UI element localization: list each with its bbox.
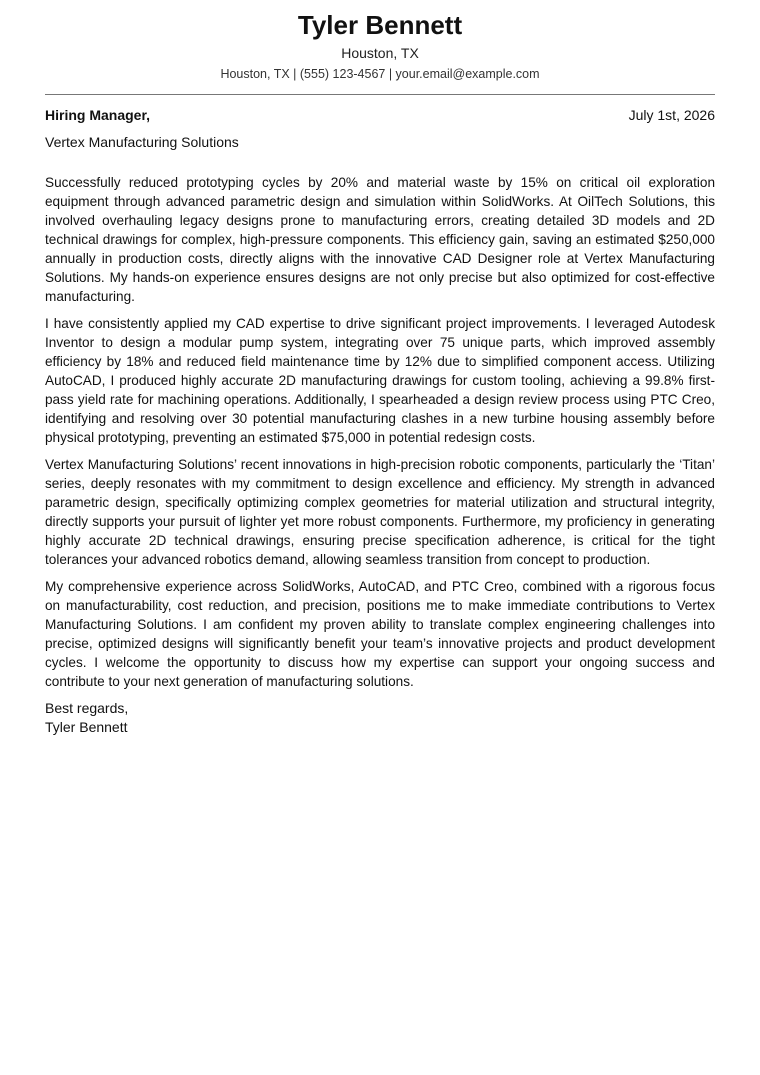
recipient: Hiring Manager, [45, 107, 151, 123]
letter-body [45, 173, 715, 691]
paragraph-1: Successfully reduced prototyping cycles by 20% and material waste by 15% on critical oil exploration equipment through advanced parametric design and simulation within SolidWorks. At OilTech Solutions, this involved overhauling legacy designs prone to manufacturing errors, creating detailed 3D models and 2D technical drawings for complex, high-pressure components. This efficiency gain, saving an estimated $250,000 annually in production costs, directly aligns with the innovative CAD Designer role at Vertex Manufacturing Solutions. My hands-on experience ensures designs are not only precise but also optimized for cost-effective manufacturing. [45, 175, 715, 304]
signature-name: Tyler Bennett [45, 719, 128, 735]
header-divider [45, 94, 715, 95]
paragraph-4: My comprehensive experience across SolidWorks, AutoCAD, and PTC Creo, combined with a rigorous focus on manufacturability, cost reduction, and precision, positions me to make immediate contributions to Vertex Manufacturing Solutions. I am confident my proven ability to translate complex engineering challenges into precise, optimized designs will significantly benefit your team’s innovative projects and product development cycles. I welcome the opportunity to discuss how my expertise can support your ongoing success and contribute to your next generation of manufacturing solutions. [45, 579, 715, 689]
letter-date: July 1st, 2026 [628, 107, 715, 123]
paragraph-2: I have consistently applied my CAD expertise to drive significant project improvements. I leveraged Autodesk Inventor to design a modular pump system, integrating over 75 unique parts, which improved assembly efficiency by 18% and reduced field maintenance time by 12% due to simplified component access. Utilizing AutoCAD, I produced highly accurate 2D manufacturing drawings for custom tooling, achieving a 99.8% first-pass yield rate for machining operations. Additionally, I spearheaded a design review process using PTC Creo, identifying and resolving over 30 potential manufacturing clashes in a new turbine housing assembly before physical prototyping, preventing an estimated $75,000 in potential redesign costs. [45, 316, 715, 445]
closing-phrase: Best regards, [45, 700, 129, 716]
paragraph-3: Vertex Manufacturing Solutions’ recent innovations in high-precision robotic components, particularly the ‘Titan’ series, deeply resonates with my commitment to design excellence and efficiency. My strength in advanced parametric design, specifically optimizing complex geometries for material utilization and structural integrity, directly supports your pursuit of lighter yet more robust components. Furthermore, my proficiency in generating highly accurate 2D technical drawings, ensuring precise specification adherence, is critical for the tight tolerances your advanced robotics demand, allowing seamless transition from concept to production. [45, 457, 715, 567]
company-name: Vertex Manufacturing Solutions [45, 134, 239, 150]
salutation-row [45, 105, 715, 125]
cover-letter-page [45, 0, 715, 737]
applicant-name: Tyler Bennett [297, 10, 463, 40]
contact-line: Houston, TX | (555) 123-4567 | your.email@example.com [220, 67, 540, 81]
closing-block [45, 699, 715, 737]
applicant-location: Houston, TX [341, 45, 419, 61]
